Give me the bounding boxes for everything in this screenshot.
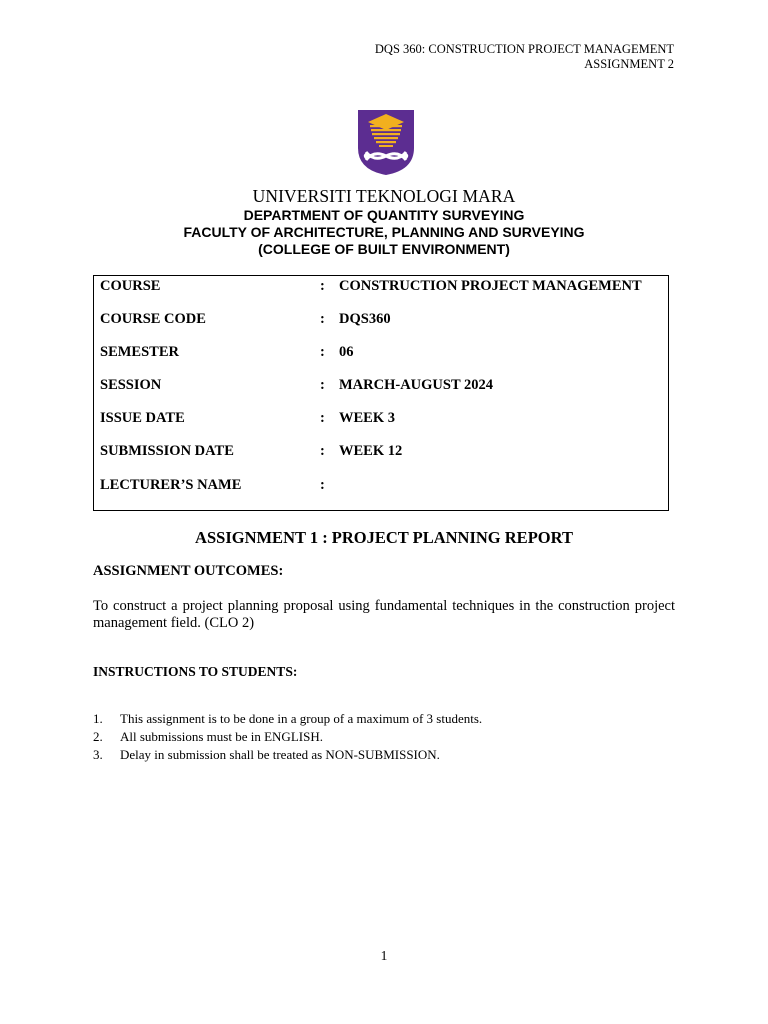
header-course-line: DQS 360: CONSTRUCTION PROJECT MANAGEMENT	[374, 42, 674, 56]
semester-label: SEMESTER	[100, 344, 179, 360]
list-item	[93, 710, 675, 728]
semester-row	[94, 342, 668, 362]
separator: :	[320, 311, 325, 327]
separator: :	[320, 410, 325, 426]
instructions-list	[93, 710, 675, 764]
list-item-number: 1.	[93, 711, 103, 726]
separator: :	[320, 377, 325, 393]
list-item-text: Delay in submission shall be treated as NON-SUBMISSION.	[120, 747, 440, 762]
college-name: (COLLEGE OF BUILT ENVIRONMENT)	[258, 241, 510, 257]
header-assignment-line: ASSIGNMENT 2	[584, 57, 674, 71]
course-code-label: COURSE CODE	[100, 311, 206, 327]
list-item-number: 3.	[93, 747, 103, 762]
list-item	[93, 746, 675, 764]
submission-date-row	[94, 441, 668, 461]
issue-date-value: WEEK 3	[339, 410, 395, 426]
course-label: COURSE	[100, 278, 161, 294]
outcomes-heading: ASSIGNMENT OUTCOMES:	[93, 563, 284, 579]
submission-date-label: SUBMISSION DATE	[100, 443, 234, 459]
assignment-title: ASSIGNMENT 1 : PROJECT PLANNING REPORT	[195, 528, 573, 547]
session-value: MARCH-AUGUST 2024	[339, 377, 493, 393]
department-name: DEPARTMENT OF QUANTITY SURVEYING	[243, 207, 525, 223]
page-number: 1	[380, 948, 388, 963]
running-header	[375, 42, 674, 72]
list-item-text: This assignment is to be done in a group of a maximum of 3 students.	[120, 711, 483, 726]
outcomes-text: To construct a project planning proposal using fundamental techniques in the construction project management field. (CLO 2)	[93, 598, 675, 631]
faculty-name: FACULTY OF ARCHITECTURE, PLANNING AND SURVEYING	[183, 224, 585, 240]
list-item-text: All submissions must be in ENGLISH.	[120, 729, 323, 744]
submission-date-value: WEEK 12	[339, 443, 403, 459]
list-item-number: 2.	[93, 729, 103, 744]
session-label: SESSION	[100, 377, 162, 393]
separator: :	[320, 477, 325, 493]
university-name: UNIVERSITI TEKNOLOGI MARA	[252, 186, 516, 206]
semester-value: 06	[339, 344, 354, 360]
lecturer-name-label: LECTURER’S NAME	[100, 477, 242, 493]
uitm-crest-logo	[356, 108, 416, 176]
issue-date-row	[94, 408, 668, 428]
course-code-value: DQS360	[339, 311, 391, 327]
course-info-table	[93, 275, 669, 511]
list-item	[93, 728, 675, 746]
course-row	[94, 276, 668, 296]
course-value: CONSTRUCTION PROJECT MANAGEMENT	[339, 278, 642, 294]
course-code-row	[94, 309, 668, 329]
instructions-heading: INSTRUCTIONS TO STUDENTS:	[93, 664, 298, 679]
separator: :	[320, 344, 325, 360]
separator: :	[320, 278, 325, 294]
issue-date-label: ISSUE DATE	[100, 410, 185, 426]
session-row	[94, 375, 668, 395]
lecturer-name-row	[94, 475, 668, 495]
separator: :	[320, 443, 325, 459]
